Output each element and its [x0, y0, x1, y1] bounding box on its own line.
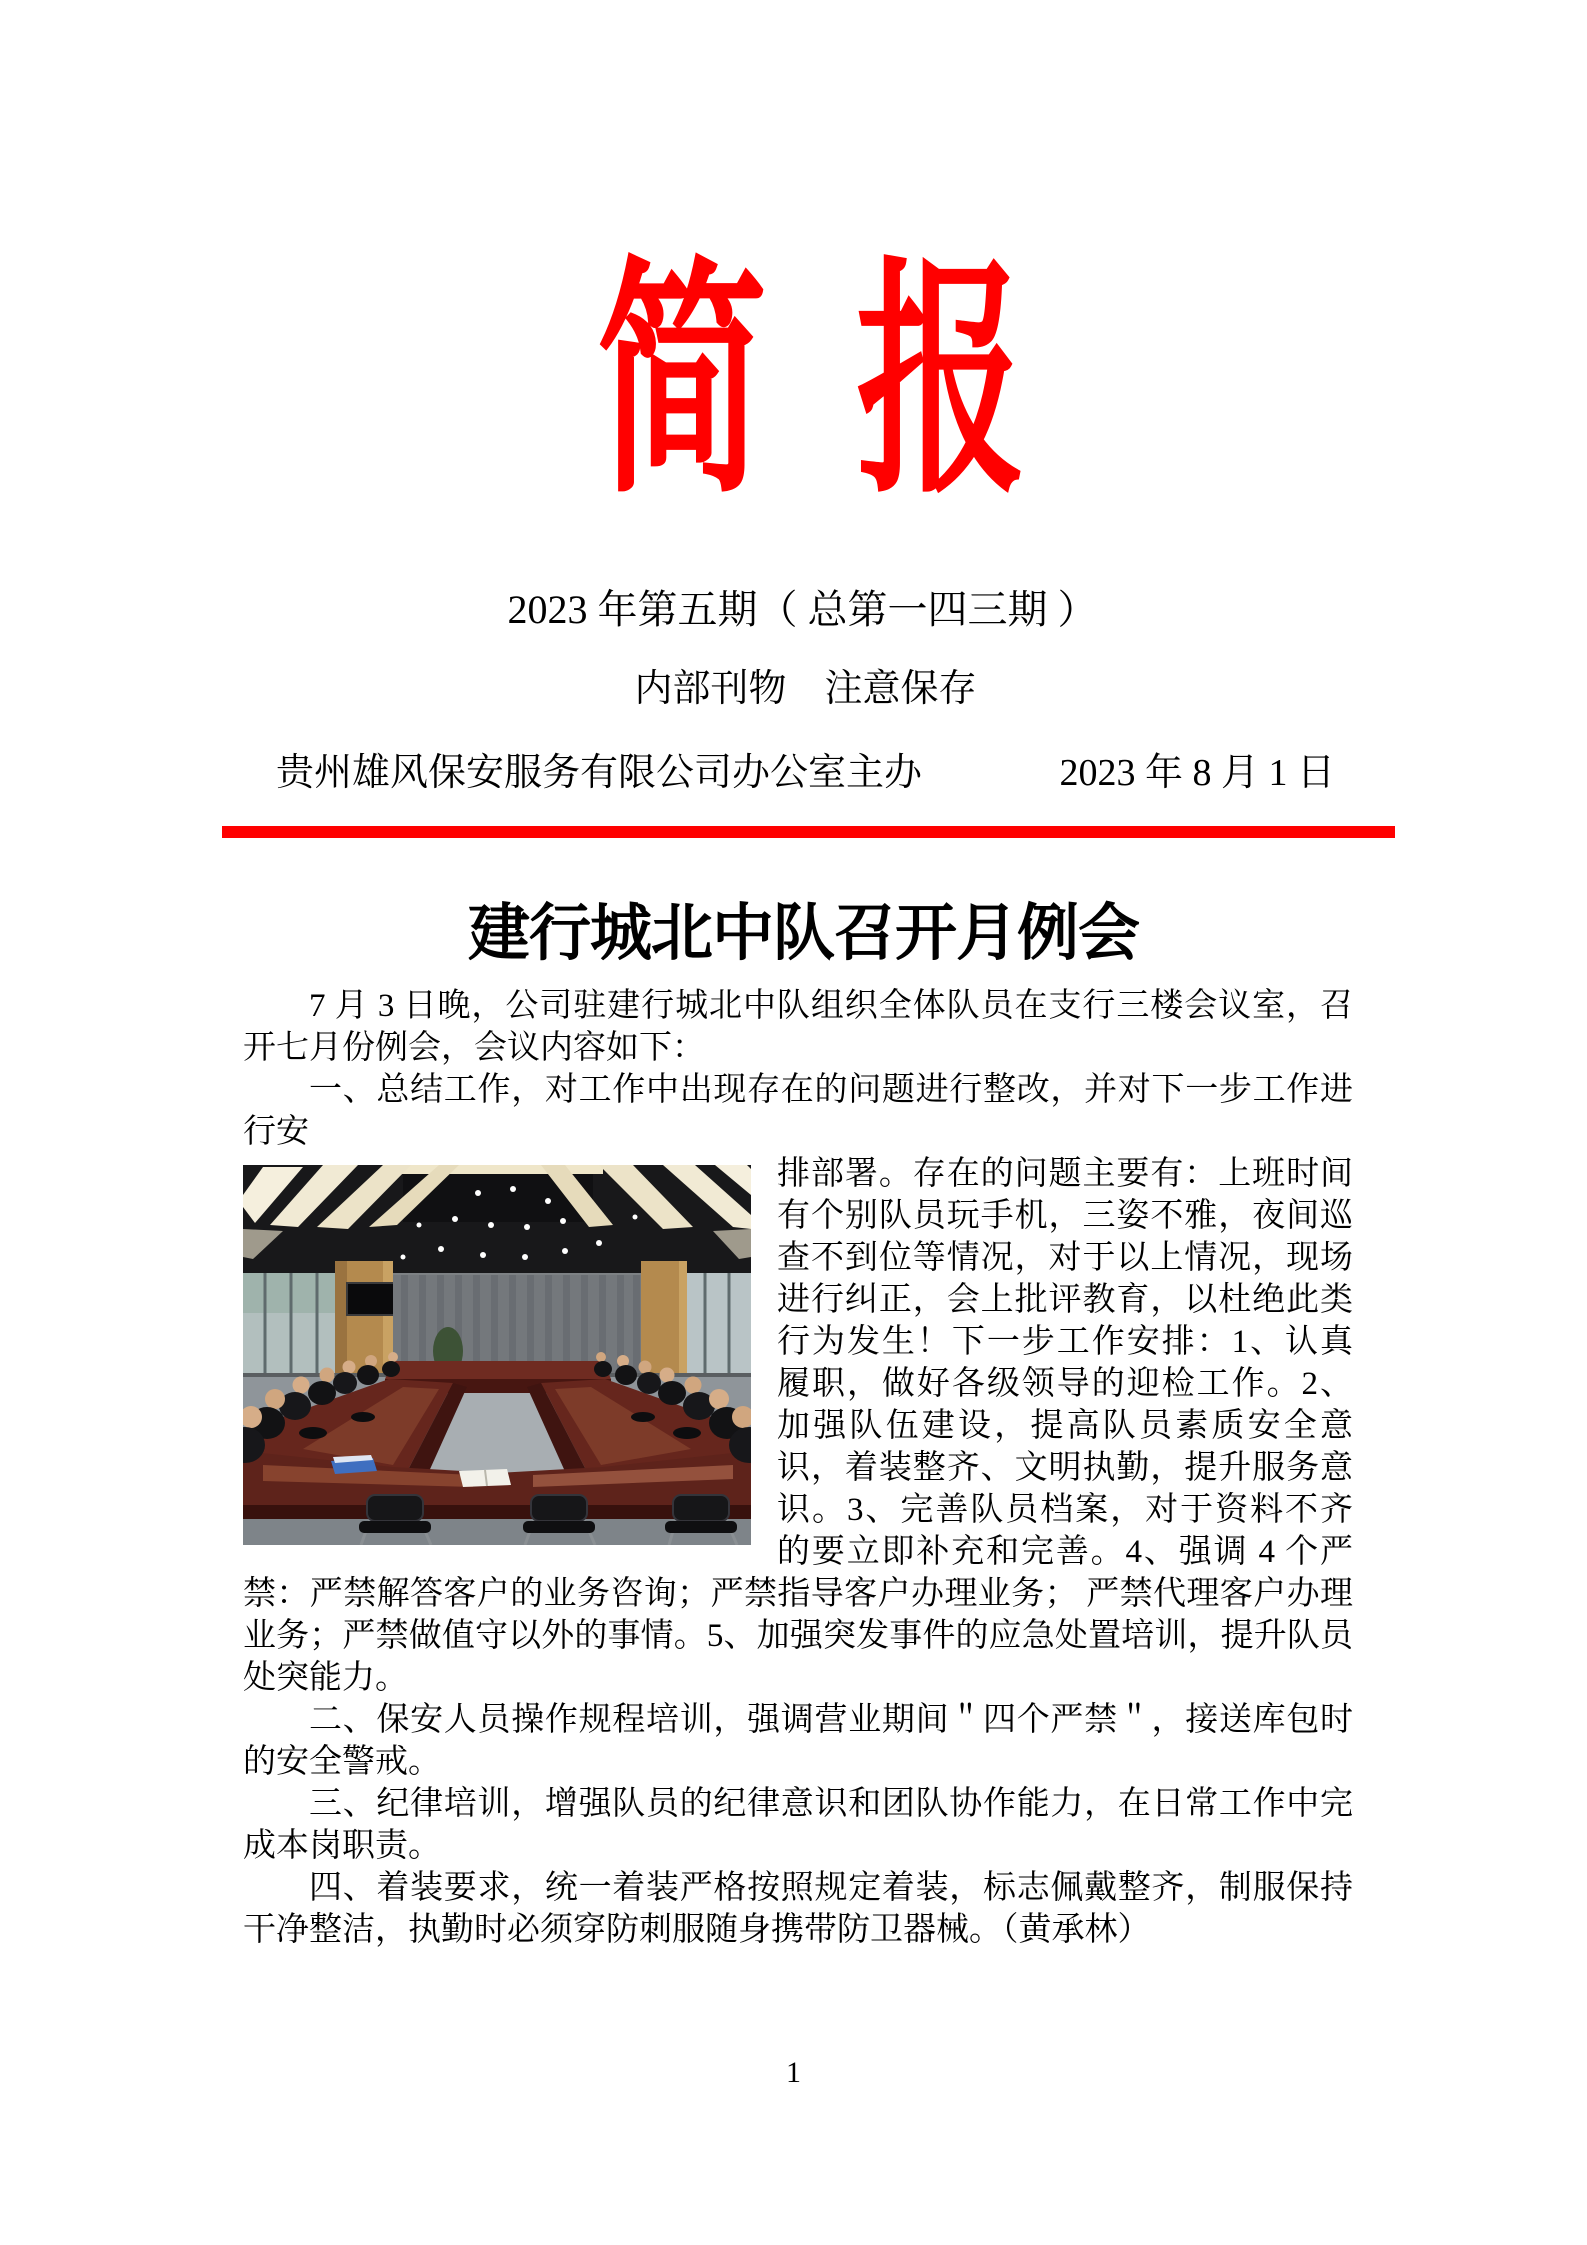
- masthead-divider-rule: [222, 826, 1395, 838]
- paragraph-1-lead: 一、总结工作，对工作中出现存在的问题进行整改，并对下一步工作进行安: [243, 1072, 1353, 1150]
- masthead-title: [18, 246, 1587, 523]
- publisher-row: [243, 752, 1353, 794]
- page-number: 1: [786, 2056, 801, 2089]
- article-title: 建行城北中队召开月例会: [467, 900, 1139, 968]
- paragraph-1-rest-text: 排部署。存在的问题主要有：上班时间有个别队员玩手机，三姿不雅，夜间巡查不到位等情况，对于以上情况，现场进行纠正，会上批评教育，以杜绝此类行为发生！下一步工作安排：1、认真履职，做好各级领导的迎检工作。2、加强队伍建设，提高队员素质安全意识，着装整齐、文明执勤，提升服务意识。3、完善队员档案，对于资料不齐的要立即补充和完善。4、强调 4 个严禁：严禁解答客户的业务咨询；严禁指导客户办理业务； 严禁代理客户办理业务；严禁做值守以外的事情。5、加强突发事件的应急处置培训，提升队员处突能力。: [243, 1156, 1353, 1696]
- paragraph-4: 四、着装要求，统一着装严格按照规定着装，标志佩戴整齐，制服保持干净整洁，执勤时必须穿防刺服随身携带防卫器械。（黄承林）: [243, 1870, 1353, 1948]
- meeting-room-photo-graphic: [243, 1165, 751, 1545]
- masthead-title-char-2: 报: [856, 246, 1026, 523]
- publisher-name: 贵州雄风保安服务有限公司办公室主办: [276, 752, 923, 794]
- publish-date: 2023 年 8 月 1 日: [1059, 752, 1335, 794]
- paragraph-intro: 7 月 3 日晚，公司驻建行城北中队组织全体队员在支行三楼会议室，召开七月份例会，会议内容如下：: [243, 988, 1353, 1066]
- paragraph-3: 三、纪律培训，增强队员的纪律意识和团队协作能力，在日常工作中完成本岗职责。: [243, 1786, 1353, 1864]
- internal-note: 内部刊物 注意保存: [634, 668, 977, 710]
- issue-line: 2023 年第五期（ 总第一四三期 ）: [507, 587, 1098, 632]
- article-body: [243, 985, 1353, 1951]
- meeting-room-photo: [243, 1165, 751, 1545]
- paragraph-2: 二、保安人员操作规程培训，强调营业期间＂四个严禁＂，接送库包时的安全警戒。: [243, 1702, 1353, 1780]
- masthead-title-char-1: 简: [597, 246, 767, 523]
- paragraph-1-rest-block: [243, 1153, 1353, 1699]
